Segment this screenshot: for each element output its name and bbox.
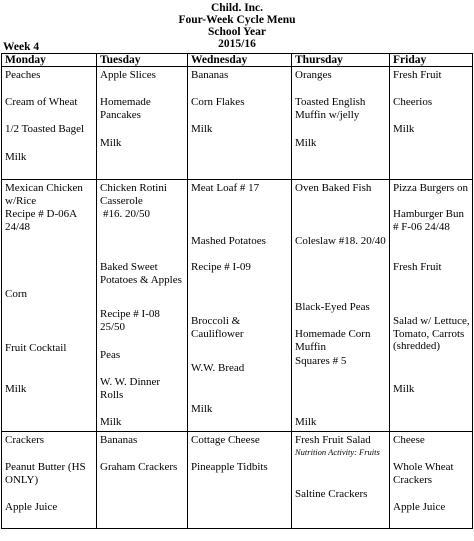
list-item: Milk: [295, 137, 317, 149]
week-label: Week 4: [3, 41, 40, 53]
list-item: Peaches: [5, 69, 41, 81]
lunch-wednesday: [188, 180, 292, 432]
list-item: #16. 20/50: [103, 208, 151, 220]
list-item: W.W. Bread: [191, 362, 245, 374]
list-item: Milk: [5, 383, 27, 395]
breakfast-tuesday: [97, 67, 188, 180]
snack-thursday: [292, 432, 390, 529]
snack-row: [2, 432, 473, 529]
day-header-row: [2, 54, 473, 67]
list-item: Chicken Rotini Casserole: [100, 182, 167, 207]
list-item: Oranges: [295, 69, 332, 81]
list-item: Mexican Chicken w/Rice: [5, 182, 83, 207]
list-item: Milk: [100, 416, 122, 428]
list-item: Pizza Burgers on: [393, 182, 468, 194]
day-thursday: Thursday: [292, 54, 390, 67]
list-item: Oven Baked Fish: [295, 182, 372, 194]
lunch-row: [2, 180, 473, 432]
list-item: Squares # 5: [295, 355, 347, 367]
list-item: Black-Eyed Peas: [295, 301, 370, 313]
list-item: Milk: [295, 416, 317, 428]
list-item: Milk: [100, 137, 122, 149]
list-item: Cheese: [393, 434, 425, 446]
list-item: Fresh Fruit: [393, 261, 442, 273]
list-item: W. W. Dinner Rolls: [100, 376, 161, 401]
list-item: Salad w/ Lettuce, Tomato, Carrots (shredded): [393, 315, 470, 352]
breakfast-row: [2, 67, 473, 180]
list-item: Coleslaw #18. 20/40: [295, 235, 386, 247]
list-item: Homemade Pancakes: [100, 96, 151, 121]
list-item: Milk: [393, 123, 415, 135]
day-friday: Friday: [390, 54, 473, 67]
list-item: Peas: [100, 349, 121, 361]
lunch-monday: [2, 180, 97, 432]
breakfast-friday: [390, 67, 473, 180]
list-item: Saltine Crackers: [295, 488, 368, 500]
menu-title: Four-Week Cycle Menu: [178, 14, 296, 26]
org-name: Child. Inc.: [210, 2, 264, 14]
nutrition-activity-note: Nutrition Activity: Fruits: [295, 447, 380, 457]
list-item: Mashed Potatoes: [191, 235, 266, 247]
snack-wednesday: [188, 432, 292, 529]
list-item: Recipe # I-09: [191, 261, 251, 273]
list-item: Bananas: [191, 69, 229, 81]
day-tuesday: Tuesday: [97, 54, 188, 67]
list-item: Milk: [191, 123, 213, 135]
lunch-friday: [390, 180, 473, 432]
year: 2015/16: [218, 38, 256, 50]
list-item: Cream of Wheat: [5, 96, 78, 108]
list-item: 1/2 Toasted Bagel: [5, 123, 85, 135]
list-item: Toasted English Muffin w/jelly: [295, 96, 366, 121]
list-item: Hamburger Bun # F-06 24/48: [393, 208, 464, 233]
school-year-label: School Year: [207, 26, 267, 38]
menu-table: [1, 53, 473, 529]
day-monday: Monday: [2, 54, 97, 67]
list-item: Recipe # D-06A 24/48: [5, 208, 77, 233]
list-item: Graham Crackers: [100, 461, 178, 473]
breakfast-wednesday: [188, 67, 292, 180]
snack-friday: [390, 432, 473, 529]
list-item: Whole Wheat Crackers: [393, 461, 454, 486]
lunch-tuesday: [97, 180, 188, 432]
list-item: Corn Flakes: [191, 96, 245, 108]
list-item: Milk: [5, 151, 27, 163]
list-item: Crackers: [5, 434, 45, 446]
breakfast-monday: [2, 67, 97, 180]
list-item: Fresh Fruit: [393, 69, 442, 81]
breakfast-thursday: [292, 67, 390, 180]
list-item: Bananas: [100, 434, 138, 446]
list-item: Meat Loaf # 17: [191, 182, 260, 194]
snack-monday: [2, 432, 97, 529]
list-item: Recipe # I-08 25/50: [100, 308, 160, 333]
list-item: Cheerios: [393, 96, 433, 108]
list-item: Baked Sweet Potatoes & Apples: [100, 261, 182, 286]
list-item: Broccoli & Cauliflower: [191, 315, 244, 340]
lunch-thursday: [292, 180, 390, 432]
list-item: Fruit Cocktail: [5, 342, 67, 354]
list-item: Milk: [393, 383, 415, 395]
list-item: Milk: [191, 403, 213, 415]
list-item: Fresh Fruit Salad: [295, 434, 371, 446]
list-item: Cottage Cheese: [191, 434, 260, 446]
list-item: Homemade Corn Muffin: [295, 328, 371, 353]
list-item: Peanut Butter (HS ONLY): [5, 461, 86, 486]
day-wednesday: Wednesday: [188, 54, 292, 67]
list-item: Corn: [5, 288, 27, 300]
list-item: Apple Slices: [100, 69, 156, 81]
list-item: Pineapple Tidbits: [191, 461, 268, 473]
snack-tuesday: [97, 432, 188, 529]
list-item: Apple Juice: [5, 501, 58, 513]
list-item: Apple Juice: [393, 501, 446, 513]
